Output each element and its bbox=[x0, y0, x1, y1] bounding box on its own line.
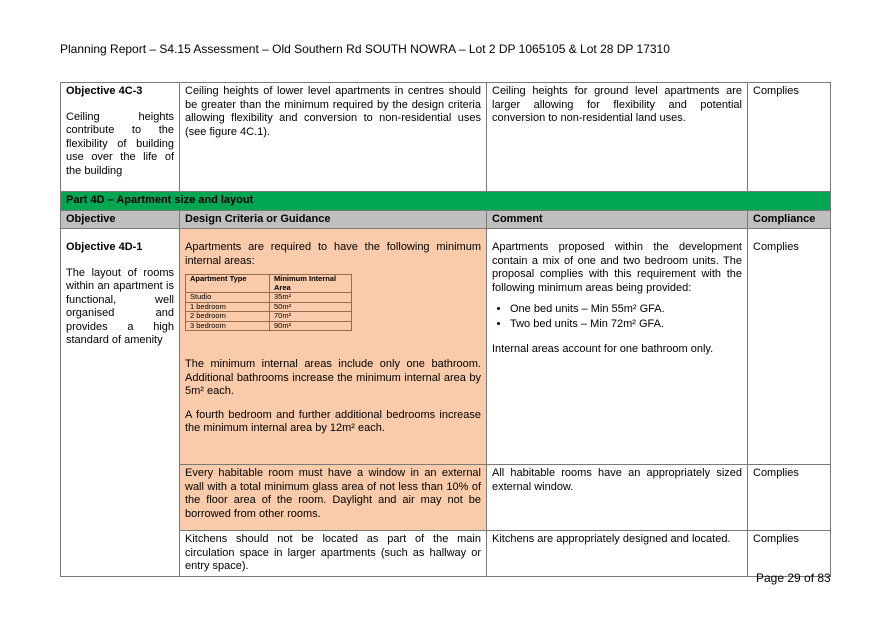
area-table-row bbox=[186, 293, 352, 303]
area-type: 2 bedroom bbox=[186, 312, 270, 322]
criteria-cell: Every habitable room must have a window in an external wall with a total minimum glass area of not less than 10% of the floor area of the room. Daylight and air may not be borrowed from other rooms. bbox=[180, 465, 487, 531]
objective-title: Objective 4C-3 bbox=[66, 85, 143, 97]
objective-cell bbox=[61, 229, 180, 577]
criteria-bathroom: The minimum internal areas include only one bathroom. Additional bathrooms increase the minimum internal area by 5m² each. bbox=[185, 358, 481, 397]
compliance-cell: Complies bbox=[748, 465, 831, 531]
criteria-cell: Kitchens should not be located as part of the main circulation space in larger apartments (such as hallway or entry space). bbox=[180, 531, 487, 577]
criteria-cell bbox=[180, 229, 487, 465]
compliance-cell: Complies bbox=[748, 83, 831, 192]
column-header-comment: Comment bbox=[487, 210, 748, 229]
compliance-cell: Complies bbox=[748, 229, 831, 465]
area-value: 50m² bbox=[270, 302, 352, 312]
comment-cell: Ceiling heights for ground level apartments are larger allowing for flexibility and potential conversion to non-residential land uses. bbox=[487, 83, 748, 192]
section-title: Part 4D – Apartment size and layout bbox=[61, 192, 831, 211]
report-header: Planning Report – S4.15 Assessment – Old Southern Rd SOUTH NOWRA – Lot 2 DP 1065105 & Lot 28 DP 17310 bbox=[60, 42, 670, 56]
area-table-row bbox=[186, 312, 352, 322]
table-row bbox=[61, 229, 831, 465]
criteria-intro: Apartments are required to have the following minimum internal areas: bbox=[185, 241, 481, 267]
comment-cell bbox=[487, 229, 748, 465]
list-item: • One bed units – Min 55m² GFA. bbox=[510, 303, 742, 317]
area-type: Studio bbox=[186, 293, 270, 303]
comment-bathroom: Internal areas account for one bathroom only. bbox=[492, 343, 714, 355]
criteria-cell: Ceiling heights of lower level apartments in centres should be greater than the minimum required by the design criteria allowing flexibility and conversion to non-residential uses (see figure 4C.1). bbox=[180, 83, 487, 192]
objective-title: Objective 4D-1 bbox=[66, 241, 143, 253]
area-type: 1 bedroom bbox=[186, 302, 270, 312]
comment-intro: Apartments proposed within the development contain a mix of one and two bedroom units. The proposal complies with this requirement with the following minimum areas being provided: bbox=[492, 241, 742, 294]
objective-text: The layout of rooms within an apartment is functional, well organised and provides a high standard of amenity bbox=[66, 266, 174, 346]
area-type: 3 bedroom bbox=[186, 321, 270, 331]
area-table-header-area: Minimum Internal Area bbox=[270, 275, 352, 293]
list-item: • Two bed units – Min 72m² GFA. bbox=[510, 318, 742, 332]
page-number: Page 29 of 83 bbox=[756, 571, 831, 585]
comment-cell: Kitchens are appropriately designed and located. bbox=[487, 531, 748, 577]
criteria-bedroom: A fourth bedroom and further additional bedrooms increase the minimum internal area by 12m² each. bbox=[185, 408, 481, 434]
column-header-objective: Objective bbox=[61, 210, 180, 229]
objective-cell bbox=[61, 83, 180, 192]
area-table-header-type: Apartment Type bbox=[186, 275, 270, 293]
column-header-compliance: Compliance bbox=[748, 210, 831, 229]
area-table-header bbox=[186, 275, 352, 293]
comment-cell: All habitable rooms have an appropriately sized external window. bbox=[487, 465, 748, 531]
area-value: 90m² bbox=[270, 321, 352, 331]
objective-text: Ceiling heights contribute to the flexibility of building use over the life of the building bbox=[66, 110, 174, 177]
comment-bullet-list bbox=[492, 303, 742, 331]
table-row bbox=[61, 83, 831, 192]
assessment-table bbox=[60, 82, 831, 577]
area-table-row bbox=[186, 321, 352, 331]
area-value: 35m² bbox=[270, 293, 352, 303]
area-value: 70m² bbox=[270, 312, 352, 322]
minimum-area-table bbox=[185, 274, 352, 331]
column-header-criteria: Design Criteria or Guidance bbox=[180, 210, 487, 229]
column-header-row bbox=[61, 210, 831, 229]
section-header-row bbox=[61, 192, 831, 211]
compliance-cell: Complies bbox=[748, 531, 831, 577]
